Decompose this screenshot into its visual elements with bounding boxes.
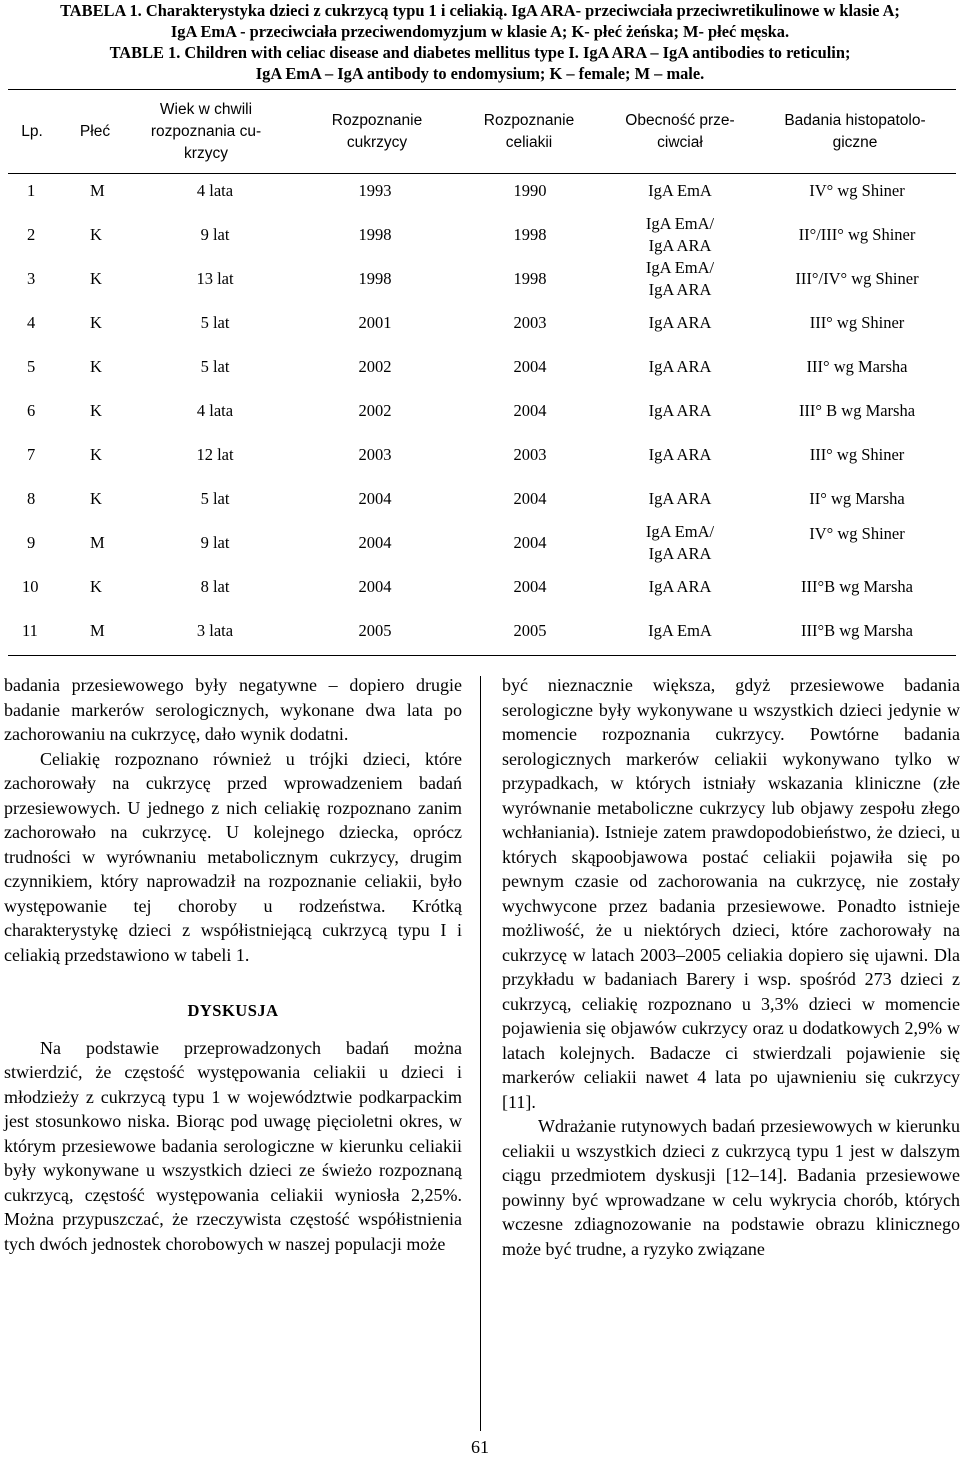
header-line: cukrzycy xyxy=(346,134,408,151)
cell-histopatologia: II°/III° wg Shiner xyxy=(798,225,916,244)
paragraph: być nieznacznie większa, gdyż przesiewowe badania serologiczne były wykonywane u wszystkich dzieci jedynie w momencie rozpoznania cukrzycy. Powtórne badania serologicznych markerów celiakii wykonywano tylko w przypadkach, w których istniały wskazania kliniczne (złe wyrównanie metaboliczne cukrzycy lub objawy zespołu złego wchłaniania). Istnieje zatem prawdopodobieństwo, że dzieci, u których skąpoobjawowa postać celiakii pojawiła się po pewnym czasie od zachorowania na cukrzycę, nie zostały wychwycone przez badania przesiewowe. Ponadto istnieje możliwość, że u niektórych dzieci, które zachorowały na cukrzycę w latach 2003–2005 celiakia dopiero się ujawni. Dla przykładu w badaniach Barery i wsp. spośród 273 dzieci z cukrzycą, celiakię rozpoznano u 3,3% dzieci w momencie pojawienia się objawów cukrzycy oraz u dodatkowych 2,9% w latach kolejnych. Badacze ci stwierdzali pojawienie się markerów celiakii nawet 4 lata po ujawnieniu się cukrzycy [11]. xyxy=(502,675,960,1112)
cell-plec: K xyxy=(90,313,102,332)
cell-histopatologia: IV° wg Shiner xyxy=(809,181,905,200)
cell-cukrzyca: 2002 xyxy=(358,357,392,376)
cell-celiakia: 1990 xyxy=(513,181,547,200)
antibody-line: IgA ARA xyxy=(648,236,712,255)
cell-wiek: 5 lat xyxy=(200,313,230,332)
cell-wiek: 13 lat xyxy=(196,269,234,288)
cell-plec: K xyxy=(90,577,102,596)
antibody-line: IgA ARA xyxy=(648,445,712,464)
cell-plec: K xyxy=(90,489,102,508)
header-wiek-line: krzycy xyxy=(184,145,228,162)
cell-plec: K xyxy=(90,357,102,376)
cell-plec: K xyxy=(90,401,102,420)
cell-przeciwciala xyxy=(610,257,750,301)
cell-przeciwciala xyxy=(610,521,750,565)
cell-przeciwciala xyxy=(610,477,750,521)
column-divider xyxy=(480,676,481,1431)
cell-histopatologia: III°B wg Marsha xyxy=(801,577,913,596)
page-number: 61 xyxy=(471,1437,489,1457)
table-bottom-rule xyxy=(8,655,956,656)
cell-histopatologia: III° wg Shiner xyxy=(809,445,905,464)
cell-lp: 6 xyxy=(27,401,36,420)
caption-line-en-2: IgA EmA – IgA antibody to endomysium; K – female; M – male. xyxy=(255,64,705,83)
cell-celiakia: 2004 xyxy=(513,533,547,552)
cell-celiakia: 1998 xyxy=(513,269,547,288)
cell-histopatologia: IV° wg Shiner xyxy=(809,524,905,543)
section-heading: DYSKUSJA xyxy=(187,1001,279,1020)
left-column xyxy=(4,673,462,1256)
antibody-line: IgA ARA xyxy=(648,401,712,420)
antibody-line: IgA EmA/ xyxy=(645,214,715,233)
caption-line-en-1: TABLE 1. Children with celiac disease and diabetes mellitus type I. IgA ARA – IgA antibodies to reticulin; xyxy=(109,43,851,62)
header-line: giczne xyxy=(832,134,878,151)
header-line: Rozpoznanie xyxy=(483,112,575,129)
cell-histopatologia: III° B wg Marsha xyxy=(798,401,916,420)
cell-celiakia: 2003 xyxy=(513,313,547,332)
header-line: ciwciał xyxy=(657,134,703,151)
cell-przeciwciala xyxy=(610,169,750,213)
cell-celiakia: 1998 xyxy=(513,225,547,244)
cell-cukrzyca: 2004 xyxy=(358,533,392,552)
header-plec: Płeć xyxy=(79,123,111,140)
cell-lp: 7 xyxy=(27,445,36,464)
cell-wiek: 9 lat xyxy=(200,225,230,244)
cell-cukrzyca: 2004 xyxy=(358,489,392,508)
header-wiek xyxy=(140,92,272,172)
header-line: Obecność prze- xyxy=(625,112,735,129)
cell-celiakia: 2004 xyxy=(513,577,547,596)
cell-plec: K xyxy=(90,445,102,464)
cell-lp: 10 xyxy=(22,577,39,596)
antibody-line: IgA EmA/ xyxy=(645,258,715,277)
antibody-line: IgA ARA xyxy=(648,489,712,508)
cell-plec: K xyxy=(90,269,102,288)
cell-histopatologia: III° wg Marsha xyxy=(806,357,908,376)
right-column xyxy=(502,673,960,1261)
cell-histopatologia: III° wg Shiner xyxy=(809,313,905,332)
cell-cukrzyca: 2005 xyxy=(358,621,392,640)
header-wiek-line: Wiek w chwili xyxy=(159,101,253,118)
antibody-line: IgA EmA/ xyxy=(645,522,715,541)
cell-lp: 1 xyxy=(27,181,36,200)
cell-przeciwciala xyxy=(610,301,750,345)
header-line: celiakii xyxy=(505,134,553,151)
header-lp: Lp. xyxy=(21,123,43,140)
table-caption xyxy=(0,0,960,84)
header-line: Badania histopatolo- xyxy=(784,112,926,129)
header-badania-histopatologiczne xyxy=(764,92,946,172)
cell-celiakia: 2004 xyxy=(513,357,547,376)
cell-cukrzyca: 1998 xyxy=(358,225,392,244)
cell-celiakia: 2004 xyxy=(513,489,547,508)
cell-lp: 11 xyxy=(22,621,38,640)
cell-wiek: 12 lat xyxy=(196,445,234,464)
antibody-line: IgA ARA xyxy=(648,313,712,332)
caption-line-pl-1: TABELA 1. Charakterystyka dzieci z cukrzycą typu 1 i celiakią. IgA ARA- przeciwciała przeciwretikulinowe w klasie A; xyxy=(60,1,900,20)
cell-lp: 8 xyxy=(27,489,36,508)
cell-wiek: 9 lat xyxy=(200,533,230,552)
cell-lp: 3 xyxy=(27,269,36,288)
header-wiek-line: rozpoznania cu- xyxy=(150,123,262,140)
cell-wiek: 4 lata xyxy=(196,401,234,420)
cell-cukrzyca: 1998 xyxy=(358,269,392,288)
cell-plec: M xyxy=(90,533,105,552)
cell-wiek: 3 lata xyxy=(196,621,234,640)
cell-celiakia: 2005 xyxy=(513,621,547,640)
header-obecnosc-przeciwcial xyxy=(610,92,750,172)
cell-wiek: 5 lat xyxy=(200,357,230,376)
cell-plec: K xyxy=(90,225,102,244)
cell-cukrzyca: 1993 xyxy=(358,181,392,200)
paragraph: Na podstawie przeprowadzonych badań można stwierdzić, że częstość występowania celiakii u dzieci i młodzieży z cukrzycą typu 1 w województwie podkarpackim jest stosunkowo niska. Biorąc pod uwagę pięcioletni okres, w którym przesiewowe badania serologiczne w kierunku celiakii były wykonywane u wszystkich dzieci ze świeżo rozpoznaną cukrzycą, częstość występowania celiakii wyniosła 2,25%. Można przypuszczać, że rzeczywista częstość współistnienia tych dwóch jednostek chorobowych w naszej populacji może xyxy=(4,1037,462,1254)
cell-celiakia: 2003 xyxy=(513,445,547,464)
paragraph: Wdrażanie rutynowych badań przesiewowych w kierunku celiakii u wszystkich dzieci z cukrzycą typu 1 jest w dalszym ciągu przedmiotem dyskusji [12–14]. Badania przesiewowe powinny być wprowadzane w celu wykrycia chorób, których wczesne zdiagnozowanie na podstawie obrazu klinicznego może być trudne, a ryzyko związane xyxy=(502,1116,960,1259)
cell-histopatologia: II° wg Marsha xyxy=(809,489,905,508)
cell-histopatologia: III°/IV° wg Shiner xyxy=(795,269,919,288)
cell-przeciwciala xyxy=(610,389,750,433)
cell-wiek: 8 lat xyxy=(200,577,230,596)
cell-wiek: 5 lat xyxy=(200,489,230,508)
antibody-line: IgA ARA xyxy=(648,577,712,596)
cell-cukrzyca: 2001 xyxy=(358,313,392,332)
cell-cukrzyca: 2002 xyxy=(358,401,392,420)
cell-przeciwciala xyxy=(610,609,750,653)
caption-line-pl-2: IgA EmA - przeciwciała przeciwendomyzjum w klasie A; K- płeć żeńska; M- płeć męska. xyxy=(170,22,790,41)
antibody-line: IgA ARA xyxy=(648,357,712,376)
cell-plec: M xyxy=(90,621,105,640)
cell-przeciwciala xyxy=(610,213,750,257)
cell-lp: 2 xyxy=(27,225,36,244)
paragraph: badania przesiewowego były negatywne – dopiero drugie badanie markerów serologicznych, wykonane dwa lata po zachorowaniu na cukrzycę, dało wynik dodatni. xyxy=(4,675,462,744)
header-rozpoznanie-celiakii xyxy=(464,92,594,172)
cell-lp: 4 xyxy=(27,313,36,332)
cell-lp: 9 xyxy=(27,533,36,552)
cell-lp: 5 xyxy=(27,357,36,376)
antibody-line: IgA ARA xyxy=(648,544,712,563)
cell-cukrzyca: 2003 xyxy=(358,445,392,464)
table-top-rule xyxy=(8,89,956,90)
antibody-line: IgA ARA xyxy=(648,280,712,299)
cell-wiek: 4 lata xyxy=(196,181,234,200)
paragraph: Celiakię rozpoznano również u trójki dzieci, które zachorowały na cukrzycę przed wprowadzeniem badań przesiewowych. U jednego z nich celiakię rozpoznano zanim zachorowało na cukrzycę. U kolejnego dziecka, oprócz trudności w wyrównaniu metabolicznym cukrzycy, drugim czynnikiem, który naprowadził na rozpoznanie celiakii, było występowanie tej choroby u rodzeństwa. Krótką charakterystykę dzieci z współistniejącą cukrzycą typu I i celiakią przedstawiono w tabeli 1. xyxy=(4,748,462,965)
cell-celiakia: 2004 xyxy=(513,401,547,420)
antibody-line: IgA EmA xyxy=(648,621,712,640)
header-line: Rozpoznanie xyxy=(331,112,423,129)
cell-cukrzyca: 2004 xyxy=(358,577,392,596)
cell-przeciwciala xyxy=(610,345,750,389)
antibody-line: IgA EmA xyxy=(648,181,712,200)
cell-histopatologia: III°B wg Marsha xyxy=(801,621,913,640)
cell-plec: M xyxy=(90,181,105,200)
cell-przeciwciala xyxy=(610,433,750,477)
header-rozpoznanie-cukrzycy xyxy=(312,92,442,172)
cell-przeciwciala xyxy=(610,565,750,609)
